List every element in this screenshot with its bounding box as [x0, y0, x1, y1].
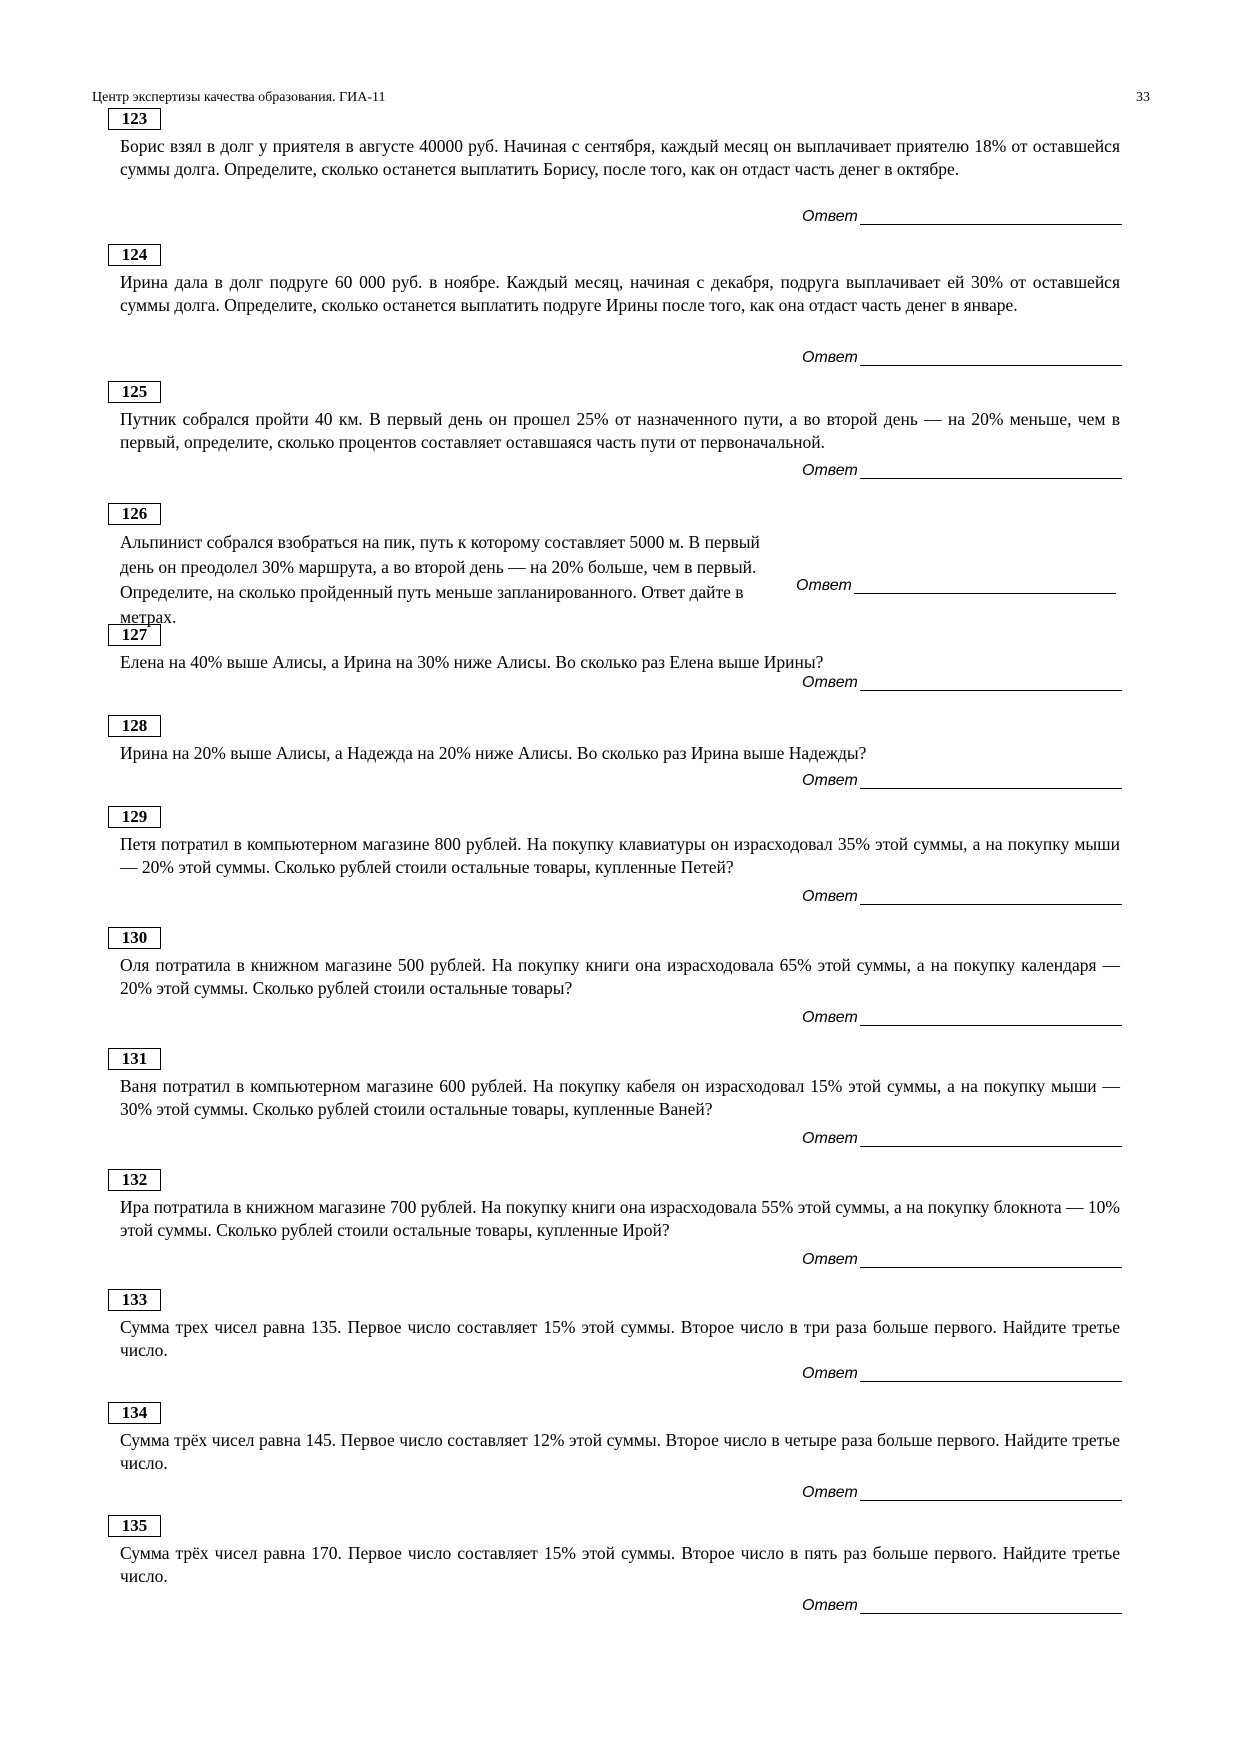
task-text: Путник собрался пройти 40 км. В первый день он прошел 25% от назначенного пути, а во второй день — на 20% меньше, чем в первый, определите, сколько процентов составляет оставшаяся часть пути от первоначальной. — [120, 409, 1120, 452]
answer-label: Ответ — [802, 1009, 858, 1026]
task-number: 131 — [108, 1048, 161, 1070]
answer-line — [860, 478, 1122, 479]
task-number: 130 — [108, 927, 161, 949]
task-text: Борис взял в долг у приятеля в августе 40000 руб. Начиная с сентября, каждый месяц он выплачивает приятелю 18% от оставшейся суммы долга. Определите, сколько останется выплатить Борису, после того, как он отдаст часть денег в октябре. — [120, 136, 1120, 179]
answer-field[interactable] — [802, 770, 1122, 792]
answer-line — [860, 1267, 1122, 1268]
answer-line — [860, 1613, 1122, 1614]
task-text: Ира потратила в книжном магазине 700 рублей. На покупку книги она израсходовала 55% этой суммы, а на покупку блокнота — 10% этой суммы. Сколько рублей стоили остальные товары, купленные Ирой? — [120, 1197, 1120, 1240]
task-number: 132 — [108, 1169, 161, 1191]
answer-field[interactable] — [802, 206, 1122, 228]
answer-field[interactable] — [802, 886, 1122, 908]
task-number: 135 — [108, 1515, 161, 1537]
task-text: Ирина на 20% выше Алисы, а Надежда на 20% ниже Алисы. Во сколько раз Ирина выше Надежды? — [120, 743, 867, 763]
task-number: 128 — [108, 715, 161, 737]
answer-line — [860, 788, 1122, 789]
answer-line — [860, 1025, 1122, 1026]
answer-label: Ответ — [802, 1484, 858, 1501]
answer-field[interactable] — [802, 672, 1122, 694]
answer-field[interactable] — [802, 460, 1122, 482]
answer-label: Ответ — [802, 1130, 858, 1147]
answer-field[interactable] — [796, 575, 1116, 597]
answer-field[interactable] — [802, 1128, 1122, 1150]
answer-label: Ответ — [802, 772, 858, 789]
answer-field[interactable] — [802, 1363, 1122, 1385]
task-text: Оля потратила в книжном магазине 500 рублей. На покупку книги она израсходовала 65% этой суммы, а на покупку календаря — 20% этой суммы. Сколько рублей стоили остальные товары? — [120, 955, 1120, 998]
answer-field[interactable] — [802, 1249, 1122, 1271]
answer-field[interactable] — [802, 1007, 1122, 1029]
answer-label: Ответ — [802, 1251, 858, 1268]
task-text: Сумма трёх чисел равна 170. Первое число составляет 15% этой суммы. Второе число в пять раз больше первого. Найдите третье число. — [120, 1543, 1120, 1586]
answer-label: Ответ — [802, 1365, 858, 1382]
task-text: Ирина дала в долг подруге 60 000 руб. в ноябре. Каждый месяц, начиная с декабря, подруга выплачивает ей 30% от оставшейся суммы долга. Определите, сколько останется выплатить подруге Ирины после того, как она отдаст часть денег в январе. — [120, 272, 1120, 315]
answer-label: Ответ — [802, 674, 858, 691]
answer-field[interactable] — [802, 1482, 1122, 1504]
task-text: Альпинист собрался взобраться на пик, путь к которому составляет 5000 м. В первый день он преодолел 30% маршрута, а во второй день — на 20% больше, чем в первый. Определите, на сколько пройденный путь меньше запланированного. Ответ дайте в метрах. — [120, 532, 760, 627]
answer-line — [860, 1381, 1122, 1382]
task-text: Ваня потратил в компьютерном магазине 600 рублей. На покупку кабеля он израсходовал 15% этой суммы, а на покупку мыши — 30% этой суммы. Сколько рублей стоили остальные товары, купленные Ваней? — [120, 1076, 1120, 1119]
task-number: 123 — [108, 108, 161, 130]
answer-label: Ответ — [802, 462, 858, 479]
answer-label: Ответ — [796, 577, 852, 594]
page-header — [92, 90, 1150, 110]
task-text: Елена на 40% выше Алисы, а Ирина на 30% ниже Алисы. Во сколько раз Елена выше Ирины? — [120, 652, 824, 672]
answer-line — [860, 904, 1122, 905]
task-number: 124 — [108, 244, 161, 266]
answer-label: Ответ — [802, 208, 858, 225]
task-number: 129 — [108, 806, 161, 828]
task-text: Сумма трёх чисел равна 145. Первое число составляет 12% этой суммы. Второе число в четыре раза больше первого. Найдите третье число. — [120, 1430, 1120, 1473]
task-number: 133 — [108, 1289, 161, 1311]
answer-line — [860, 224, 1122, 225]
answer-label: Ответ — [802, 349, 858, 366]
answer-line — [860, 690, 1122, 691]
task-number: 126 — [108, 503, 161, 525]
answer-line — [854, 593, 1116, 594]
answer-line — [860, 1500, 1122, 1501]
task-number: 134 — [108, 1402, 161, 1424]
page-number: 33 — [1136, 90, 1150, 105]
answer-line — [860, 1146, 1122, 1147]
task-text: Сумма трех чисел равна 135. Первое число составляет 15% этой суммы. Второе число в три раза больше первого. Найдите третье число. — [120, 1317, 1120, 1360]
answer-field[interactable] — [802, 1595, 1122, 1617]
task-number: 125 — [108, 381, 161, 403]
task-number: 127 — [108, 624, 161, 646]
answer-label: Ответ — [802, 1597, 858, 1614]
answer-line — [860, 365, 1122, 366]
task-text: Петя потратил в компьютерном магазине 800 рублей. На покупку клавиатуры он израсходовал 35% этой суммы, а на покупку мыши — 20% этой суммы. Сколько рублей стоили остальные товары, купленные Петей? — [120, 834, 1120, 877]
answer-label: Ответ — [802, 888, 858, 905]
header-title: Центр экспертизы качества образования. ГИА-11 — [92, 90, 386, 105]
answer-field[interactable] — [802, 347, 1122, 369]
